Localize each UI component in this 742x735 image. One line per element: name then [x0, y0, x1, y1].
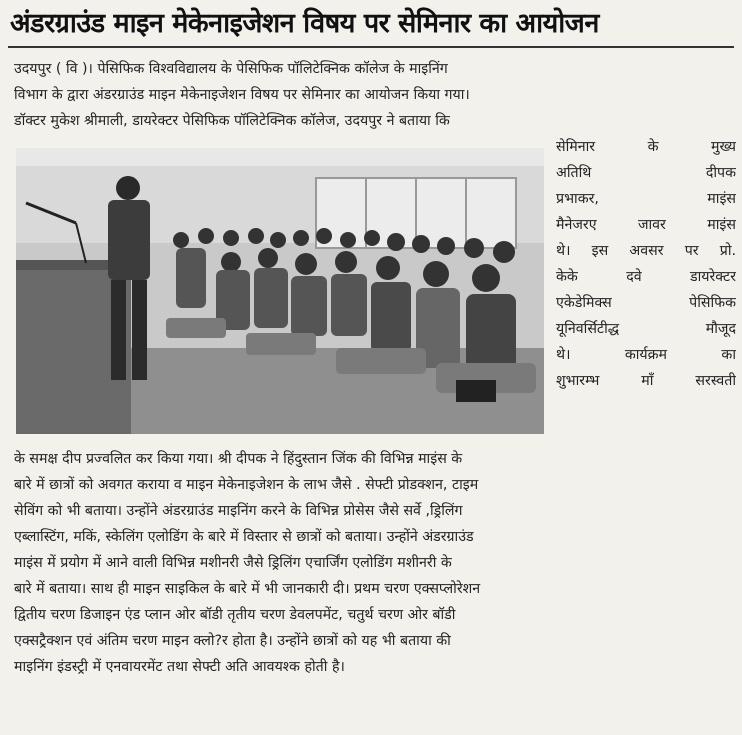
- intro-line: डॉक्टर मुकेश श्रीमाली, डायरेक्टर पेसिफिक पॉलिटेक्निक कॉलेज, उदयपुर ने बताया कि: [14, 113, 450, 129]
- body-line: एक्सट्रैक्शन एवं अंतिम चरण माइन क्लो?र होता है। उन्होंने छात्रों को यह भी बताया की: [14, 633, 451, 649]
- body-line: बारे में बताया। साथ ही माइन साइकिल के बारे में भी जानकारी दी। प्रथम चरण एक्सप्लोरेशन: [14, 581, 481, 597]
- intro-paragraph: [14, 56, 736, 134]
- seminar-photo: [16, 148, 544, 434]
- intro-line: उदयपुर ( वि )। पेसिफिक विश्वविद्यालय के पेसिफिक पॉलिटेक्निक कॉलेज के माइनिंग: [14, 61, 448, 77]
- side-line: मैनेजरए जावर माइंस: [556, 217, 736, 233]
- headline: अंडरग्राउंड माइन मेकेनाइजेशन विषय पर सेमिनार का आयोजन: [10, 8, 599, 39]
- intro-line: विभाग के द्वारा अंडरग्राउंड माइन मेकेनाइजेशन विषय पर सेमिनार का आयोजन किया गया।: [14, 87, 470, 103]
- side-line: थे। कार्यक्रम का: [556, 347, 736, 363]
- body-line: द्वितीय चरण डिजाइन एंड प्लान ओर बॉडी तृतीय चरण डेवलपमेंट, चतुर्थ चरण ओर बॉडी: [14, 607, 456, 623]
- side-line: सेमिनार के मुख्य: [556, 139, 736, 155]
- side-line: अतिथि दीपक: [556, 165, 736, 181]
- body-line: के समक्ष दीप प्रज्वलित कर किया गया। श्री दीपक ने हिंदुस्तान जिंक की विभिन्न माइंस के: [14, 451, 463, 467]
- headline-divider: [8, 46, 734, 48]
- side-line: एकेडेमिक्स पेसिफिक: [556, 295, 736, 311]
- side-line: प्रभाकर, माइंस: [556, 191, 736, 207]
- side-line: थे। इस अवसर पर प्रो.: [556, 243, 736, 259]
- side-line: यूनिवर्सिटीद्ध मौजूद: [556, 321, 736, 337]
- side-line: शुभारम्भ माँ सरस्वती: [556, 373, 736, 389]
- body-line: सेविंग को भी बताया। उन्होंने अंडरग्राउंड माइनिंग करने के विभिन्न प्रोसेस जैसे सर्वे ,ड्रिलिंग: [14, 503, 463, 519]
- side-column: [556, 134, 736, 394]
- body-line: बारे में छात्रों को अवगत कराया व माइन मेकेनाइजेशन के लाभ जैसे . सेफ्टी प्रोडक्शन, टाइम: [14, 477, 479, 493]
- body-line: माइंस में प्रयोग में आने वाली विभिन्न मशीनरी जैसे ड्रिलिंग एचार्जिंग एलोडिंग मशीनरी के: [14, 555, 452, 571]
- body-line: माइनिंग इंडस्ट्री में एनवायरमेंट तथा सेफ्टी अति आवयश्क होती है।: [14, 659, 345, 675]
- body-line: एब्लास्टिंग, मकिं, स्केलिंग एलोडिंग के बारे में विस्तार से छात्रों को बताया। उन्होंने अंडरग्राउंड: [14, 529, 474, 545]
- side-line: केके दवे डायरेक्टर: [556, 269, 736, 285]
- main-paragraph: [14, 446, 736, 680]
